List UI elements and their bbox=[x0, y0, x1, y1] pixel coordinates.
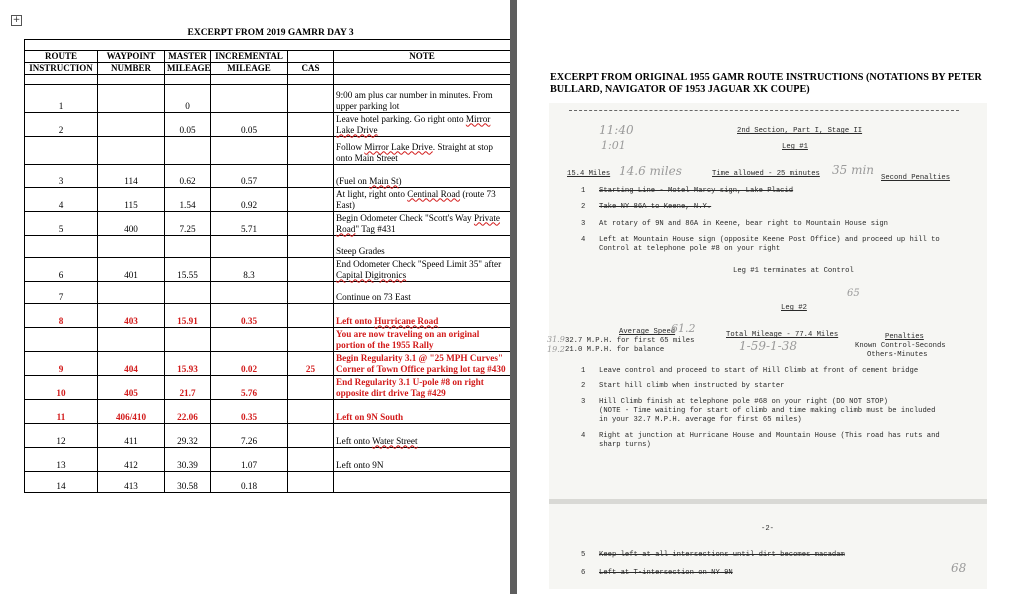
cell-route bbox=[25, 235, 98, 257]
table-title: EXCERPT FROM 2019 GAMRR DAY 3 bbox=[98, 25, 511, 39]
cell-note: Begin Odometer Check "Scott's Way Private Road" Tag #431 bbox=[334, 211, 511, 235]
step-text: Left at Mountain House sign (opposite Keene Post Office) and proceed up hill to bbox=[599, 236, 940, 244]
cell-cas bbox=[288, 235, 334, 257]
header-row bbox=[25, 50, 511, 62]
step-text: Control at telephone pole #8 on your right bbox=[599, 245, 781, 253]
cell-cas bbox=[288, 136, 334, 164]
step-number: 2 bbox=[581, 203, 586, 211]
cell-route bbox=[25, 327, 98, 351]
cell-incremental: 0.35 bbox=[211, 399, 288, 423]
cell-master bbox=[165, 235, 211, 257]
table-row bbox=[25, 303, 511, 327]
handwriting-note: 31.9 bbox=[547, 335, 565, 344]
cell-note: 9:00 am plus car number in minutes. From upper parking lot bbox=[334, 84, 511, 112]
step-text: (NOTE - Time waiting for start of climb and time making climb must be included bbox=[599, 407, 936, 415]
table-row bbox=[25, 375, 511, 399]
cell-route: 1 bbox=[25, 84, 98, 112]
table-row bbox=[25, 84, 511, 112]
cell-waypoint: 404 bbox=[98, 351, 165, 375]
others-minutes: Others-Minutes bbox=[867, 351, 928, 359]
step-text: Right at junction at Hurricane House and Mountain House (This road has ruts and bbox=[599, 432, 940, 440]
step-text: Leave control and proceed to start of Hill Climb at front of cement bridge bbox=[599, 367, 919, 375]
cell-incremental: 0.02 bbox=[211, 351, 288, 375]
cell-cas bbox=[288, 257, 334, 281]
cell-waypoint bbox=[98, 235, 165, 257]
cell-master: 15.93 bbox=[165, 351, 211, 375]
table-row bbox=[25, 399, 511, 423]
header-cas-top bbox=[288, 50, 334, 62]
section-title: 2nd Section, Part I, Stage II bbox=[737, 127, 863, 135]
cell-master: 0 bbox=[165, 84, 211, 112]
handwriting-note: 1-59-1-38 bbox=[739, 339, 797, 353]
step-text: in your 32.7 M.P.H. average for first 65 miles) bbox=[599, 416, 802, 424]
cell-note: Steep Grades bbox=[334, 235, 511, 257]
cell-incremental bbox=[211, 136, 288, 164]
left-page bbox=[0, 0, 510, 594]
leg1-title: Leg #1 bbox=[782, 143, 808, 151]
cell-cas bbox=[288, 281, 334, 303]
cell-route: 3 bbox=[25, 164, 98, 187]
table-row bbox=[25, 351, 511, 375]
cell-note: End Regularity 3.1 U-pole #8 on right opposite dirt drive Tag #429 bbox=[334, 375, 511, 399]
cell-incremental: 0.57 bbox=[211, 164, 288, 187]
cell-incremental: 1.07 bbox=[211, 447, 288, 471]
cell-note: You are now traveling on an original portion of the 1955 Rally bbox=[334, 327, 511, 351]
speed-line-2: 21.0 M.P.H. for balance bbox=[565, 346, 665, 354]
header-incremental: INCREMENTAL bbox=[211, 50, 288, 62]
cell-cas bbox=[288, 471, 334, 492]
cell-waypoint: 114 bbox=[98, 164, 165, 187]
cell-waypoint bbox=[98, 327, 165, 351]
cell-master: 15.91 bbox=[165, 303, 211, 327]
step-text: Starting Line - Motel Marcy sign, Lake Placid bbox=[599, 187, 794, 195]
cell-route: 2 bbox=[25, 112, 98, 136]
table-row bbox=[25, 136, 511, 164]
cell-cas bbox=[288, 84, 334, 112]
spacer-row bbox=[25, 39, 511, 50]
known-control: Known Control-Seconds bbox=[855, 342, 946, 350]
cell-cas bbox=[288, 164, 334, 187]
cell-cas bbox=[288, 423, 334, 447]
cell-master: 0.05 bbox=[165, 112, 211, 136]
cell-waypoint: 413 bbox=[98, 471, 165, 492]
cell-note: Left on 9N South bbox=[334, 399, 511, 423]
cell-master: 7.25 bbox=[165, 211, 211, 235]
table-row bbox=[25, 235, 511, 257]
cell-route: 7 bbox=[25, 281, 98, 303]
step-number: 2 bbox=[581, 382, 586, 390]
cell-cas bbox=[288, 112, 334, 136]
cell-waypoint: 401 bbox=[98, 257, 165, 281]
table-move-handle-icon[interactable]: + bbox=[12, 15, 21, 25]
cell-incremental bbox=[211, 327, 288, 351]
scanned-document bbox=[549, 103, 987, 589]
cell-incremental: 0.92 bbox=[211, 187, 288, 211]
cell-master: 30.39 bbox=[165, 447, 211, 471]
cell-waypoint: 412 bbox=[98, 447, 165, 471]
step-number: 1 bbox=[581, 187, 586, 195]
speed-line-1: 32.7 M.P.H. for first 65 miles bbox=[565, 337, 695, 345]
header-master: MASTER bbox=[165, 50, 211, 62]
cell-route: 6 bbox=[25, 257, 98, 281]
cell-note: Left onto Water Street bbox=[334, 423, 511, 447]
route-table bbox=[24, 25, 511, 493]
header-note: NOTE bbox=[334, 50, 511, 62]
cell-incremental: 8.3 bbox=[211, 257, 288, 281]
right-page bbox=[517, 0, 1024, 594]
table-row bbox=[25, 327, 511, 351]
cell-route: 13 bbox=[25, 447, 98, 471]
cell-cas bbox=[288, 327, 334, 351]
step-text: Keep left at all intersections until dirt becomes macadam bbox=[599, 551, 845, 559]
handwriting-note: 68 bbox=[951, 561, 967, 575]
handwriting-note: 35 min bbox=[832, 163, 875, 177]
cell-waypoint: 405 bbox=[98, 375, 165, 399]
second-penalties: Second Penalties bbox=[881, 174, 951, 182]
cell-incremental bbox=[211, 84, 288, 112]
cell-master: 0.62 bbox=[165, 164, 211, 187]
cell-route: 11 bbox=[25, 399, 98, 423]
step-number: 3 bbox=[581, 220, 586, 228]
header-waypoint-2: NUMBER bbox=[98, 62, 165, 74]
cell-route: 4 bbox=[25, 187, 98, 211]
table-title-row bbox=[25, 25, 511, 39]
cell-master: 21.7 bbox=[165, 375, 211, 399]
cell-cas bbox=[288, 399, 334, 423]
cell-master: 30.58 bbox=[165, 471, 211, 492]
cell-route: 14 bbox=[25, 471, 98, 492]
cell-incremental bbox=[211, 235, 288, 257]
step-number: 1 bbox=[581, 367, 586, 375]
cell-cas bbox=[288, 447, 334, 471]
page-number: -2- bbox=[761, 525, 774, 533]
cell-incremental: 0.18 bbox=[211, 471, 288, 492]
handwriting-note: 19.2 bbox=[547, 345, 565, 354]
cell-master: 1.54 bbox=[165, 187, 211, 211]
step-text: Hill Climb finish at telephone pole #68 on your right (DO NOT STOP) bbox=[599, 398, 888, 406]
header-waypoint: WAYPOINT bbox=[98, 50, 165, 62]
table-row bbox=[25, 423, 511, 447]
table-row bbox=[25, 281, 511, 303]
table-row bbox=[25, 187, 511, 211]
table-row bbox=[25, 447, 511, 471]
cell-waypoint bbox=[98, 84, 165, 112]
cell-master: 22.06 bbox=[165, 399, 211, 423]
cell-note: At light, right onto Centinal Road (route 73 East) bbox=[334, 187, 511, 211]
header-row-2 bbox=[25, 62, 511, 74]
cell-note: End Odometer Check "Speed Limit 35" after Capital Digitronics bbox=[334, 257, 511, 281]
table-row bbox=[25, 257, 511, 281]
step-text: sharp turns) bbox=[599, 441, 651, 449]
step-number: 4 bbox=[581, 236, 586, 244]
step-text: At rotary of 9N and 86A in Keene, bear right to Mountain House sign bbox=[599, 220, 888, 228]
cell-master: 15.55 bbox=[165, 257, 211, 281]
cell-cas bbox=[288, 375, 334, 399]
handwriting-note: 14.6 miles bbox=[619, 164, 682, 178]
cell-route: 5 bbox=[25, 211, 98, 235]
penalties-label: Penalties bbox=[885, 333, 924, 341]
page-divider bbox=[510, 0, 517, 594]
header-note-2 bbox=[334, 62, 511, 74]
table-row bbox=[25, 164, 511, 187]
cell-note: Leave hotel parking. Go right onto Mirror Lake Drive bbox=[334, 112, 511, 136]
cell-route: 10 bbox=[25, 375, 98, 399]
cell-note bbox=[334, 471, 511, 492]
cell-waypoint bbox=[98, 281, 165, 303]
top-dashed-rule bbox=[569, 110, 959, 111]
header-route: ROUTE bbox=[25, 50, 98, 62]
cell-incremental: 0.35 bbox=[211, 303, 288, 327]
handwriting-note: 65 bbox=[847, 288, 860, 299]
cell-note: (Fuel on Main St) bbox=[334, 164, 511, 187]
cell-cas bbox=[288, 187, 334, 211]
header-cas: CAS bbox=[288, 62, 334, 74]
header-incremental-2: MILEAGE bbox=[211, 62, 288, 74]
cell-cas bbox=[288, 211, 334, 235]
step-number: 3 bbox=[581, 398, 586, 406]
header-route-2: INSTRUCTION bbox=[25, 62, 98, 74]
cell-note: Left onto 9N bbox=[334, 447, 511, 471]
cell-route: 9 bbox=[25, 351, 98, 375]
table-row bbox=[25, 211, 511, 235]
leg1-end: Leg #1 terminates at Control bbox=[733, 267, 854, 275]
step-text: Start hill climb when instructed by starter bbox=[599, 382, 785, 390]
step-text: Left at T-intersection on NY 9N bbox=[599, 569, 733, 577]
cell-incremental: 0.05 bbox=[211, 112, 288, 136]
handwriting-note: 61.2 bbox=[671, 322, 696, 335]
cell-master bbox=[165, 327, 211, 351]
cell-incremental: 5.76 bbox=[211, 375, 288, 399]
step-number: 4 bbox=[581, 432, 586, 440]
average-speed-label: Average Speed bbox=[619, 328, 676, 336]
miles-label: 15.4 Miles bbox=[567, 170, 611, 178]
cell-waypoint bbox=[98, 112, 165, 136]
time-allowed: Time allowed - 25 minutes bbox=[712, 170, 820, 178]
spacer-row-2 bbox=[25, 74, 511, 84]
cell-route: 12 bbox=[25, 423, 98, 447]
handwriting-note: 11:40 bbox=[599, 123, 634, 137]
header-master-2: MILEAGE bbox=[165, 62, 211, 74]
step-text: Take NY 86A to Keene, N.Y. bbox=[599, 203, 712, 211]
cell-waypoint: 406/410 bbox=[98, 399, 165, 423]
cell-incremental: 5.71 bbox=[211, 211, 288, 235]
cell-master bbox=[165, 136, 211, 164]
cell-waypoint: 400 bbox=[98, 211, 165, 235]
cell-incremental bbox=[211, 281, 288, 303]
cell-master: 29.32 bbox=[165, 423, 211, 447]
total-mileage: Total Mileage - 77.4 Miles bbox=[726, 331, 839, 339]
cell-waypoint: 115 bbox=[98, 187, 165, 211]
step-number: 6 bbox=[581, 569, 586, 577]
table-row bbox=[25, 471, 511, 492]
step-number: 5 bbox=[581, 551, 586, 559]
cell-master bbox=[165, 281, 211, 303]
cell-waypoint: 411 bbox=[98, 423, 165, 447]
handwriting-note: 1:01 bbox=[601, 139, 626, 152]
page-break-band bbox=[549, 499, 987, 504]
cell-note: Continue on 73 East bbox=[334, 281, 511, 303]
cell-cas: 25 bbox=[288, 351, 334, 375]
cell-waypoint: 403 bbox=[98, 303, 165, 327]
cell-incremental: 7.26 bbox=[211, 423, 288, 447]
cell-note: Follow Mirror Lake Drive. Straight at stop onto Main Street bbox=[334, 136, 511, 164]
leg2-title: Leg #2 bbox=[781, 304, 807, 312]
cell-route: 8 bbox=[25, 303, 98, 327]
cell-cas bbox=[288, 303, 334, 327]
cell-note: Begin Regularity 3.1 @ "25 MPH Curves" Corner of Town Office parking lot tag #430 bbox=[334, 351, 511, 375]
table-row bbox=[25, 112, 511, 136]
original-caption: EXCERPT FROM ORIGINAL 1955 GAMR ROUTE INSTRUCTIONS (NOTATIONS BY PETER BULLARD, NAVIGATOR OF 1953 JAGUAR XK COUPE) bbox=[550, 72, 982, 95]
cell-note: Left onto Hurricane Road bbox=[334, 303, 511, 327]
cell-route bbox=[25, 136, 98, 164]
cell-waypoint bbox=[98, 136, 165, 164]
